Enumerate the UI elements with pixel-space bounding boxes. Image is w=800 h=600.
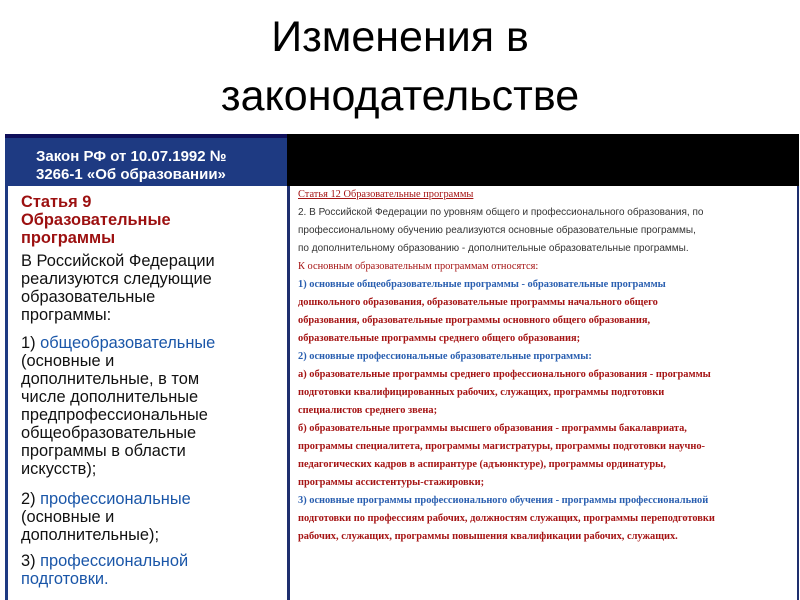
intro-line-3: образовательные bbox=[21, 288, 156, 306]
right-line-4: по дополнительному образованию - дополнительные образовательные программы. bbox=[298, 243, 689, 254]
slide-title-line-2: законодательстве bbox=[220, 72, 580, 120]
item-3-number: 3) bbox=[21, 552, 41, 570]
article-title-line-2: Образовательные bbox=[21, 211, 171, 229]
item-1-line-2: (основные и bbox=[21, 352, 115, 370]
item-1-line-4: числе дополнительные bbox=[21, 388, 199, 406]
right-column-body bbox=[287, 186, 799, 600]
right-line-15: программы специалитета, программы магистратуры, программы подготовки научно- bbox=[298, 441, 705, 452]
item-2-line-3: дополнительные); bbox=[21, 526, 160, 544]
right-line-17: программы ассистентуры-стажировки; bbox=[298, 477, 485, 488]
intro-line-2: реализуются следующие bbox=[21, 270, 212, 288]
intro-line-1: В Российской Федерации bbox=[21, 252, 215, 270]
right-line-14: б) образовательные программы высшего образования - программы бакалавриата, bbox=[298, 423, 687, 434]
right-column-header bbox=[287, 134, 799, 186]
article-title-line-1: Статья 9 bbox=[21, 193, 92, 211]
item-2-keyword: профессиональные bbox=[40, 490, 191, 508]
left-header-line-2: 3266-1 «Об образовании» bbox=[36, 166, 226, 183]
left-column-body bbox=[5, 186, 287, 600]
left-header-line-1: Закон РФ от 10.07.1992 № bbox=[36, 148, 227, 165]
right-line-12: подготовки квалифицированных рабочих, служащих, программы подготовки bbox=[298, 387, 665, 398]
right-line-11: а) образовательные программы среднего профессионального образования - программы bbox=[298, 369, 711, 380]
article-title-line-3: программы bbox=[21, 229, 116, 247]
intro-line-4: программы: bbox=[21, 306, 112, 324]
right-line-13: специалистов среднего звена; bbox=[298, 405, 438, 416]
left-column-header bbox=[5, 134, 287, 186]
item-1-line-1 bbox=[21, 334, 215, 352]
item-2-number: 2) bbox=[21, 490, 41, 508]
item-1-line-5: предпрофессиональные bbox=[21, 406, 208, 424]
slide-title bbox=[0, 8, 800, 126]
item-1-line-7: программы в области bbox=[21, 442, 186, 460]
left-header-text bbox=[36, 148, 281, 184]
right-line-2: 2. В Российской Федерации по уровням общего и профессионального образования, по bbox=[298, 207, 704, 218]
right-line-9: образовательные программы среднего общего образования; bbox=[298, 333, 581, 344]
right-line-3: профессиональному обучению реализуются основные образовательные программы, bbox=[298, 225, 696, 236]
right-line-20: рабочих, служащих, программы повышения квалификации рабочих, служащих. bbox=[298, 531, 678, 542]
item-3-keyword: профессиональной bbox=[40, 552, 189, 570]
right-line-5: К основным образовательным программам относятся: bbox=[298, 261, 539, 272]
right-line-16: педагогических кадров в аспирантуре (адъюнктуре), программы ординатуры, bbox=[298, 459, 666, 470]
right-line-6: 1) основные общеобразовательные программы - образовательные программы bbox=[298, 279, 666, 290]
right-line-10: 2) основные профессиональные образовательные программы: bbox=[298, 351, 592, 362]
slide-title-line-1: Изменения в bbox=[271, 13, 529, 61]
item-1-number: 1) bbox=[21, 334, 41, 352]
item-3-line-2: подготовки. bbox=[21, 570, 109, 588]
comparison-table bbox=[5, 134, 799, 600]
right-line-8: образования, образовательные программы основного общего образования, bbox=[298, 315, 651, 326]
item-1-line-6: общеобразовательные bbox=[21, 424, 197, 442]
item-1-keyword: общеобразовательные bbox=[40, 334, 216, 352]
right-line-19: подготовки по профессиям рабочих, должностям служащих, программы переподготовки bbox=[298, 513, 715, 524]
right-line-18: 3) основные программы профессионального обучения - программы профессиональной bbox=[298, 495, 709, 506]
right-line-7: дошкольного образования, образовательные программы начального общего bbox=[298, 297, 658, 308]
item-2-line-1 bbox=[21, 490, 191, 508]
item-1-line-8: искусств); bbox=[21, 460, 97, 478]
item-3-line-1 bbox=[21, 552, 188, 570]
right-line-1: Статья 12 Образовательные программы bbox=[298, 189, 474, 200]
item-1-line-3: дополнительные, в том bbox=[21, 370, 200, 388]
item-2-line-2: (основные и bbox=[21, 508, 115, 526]
